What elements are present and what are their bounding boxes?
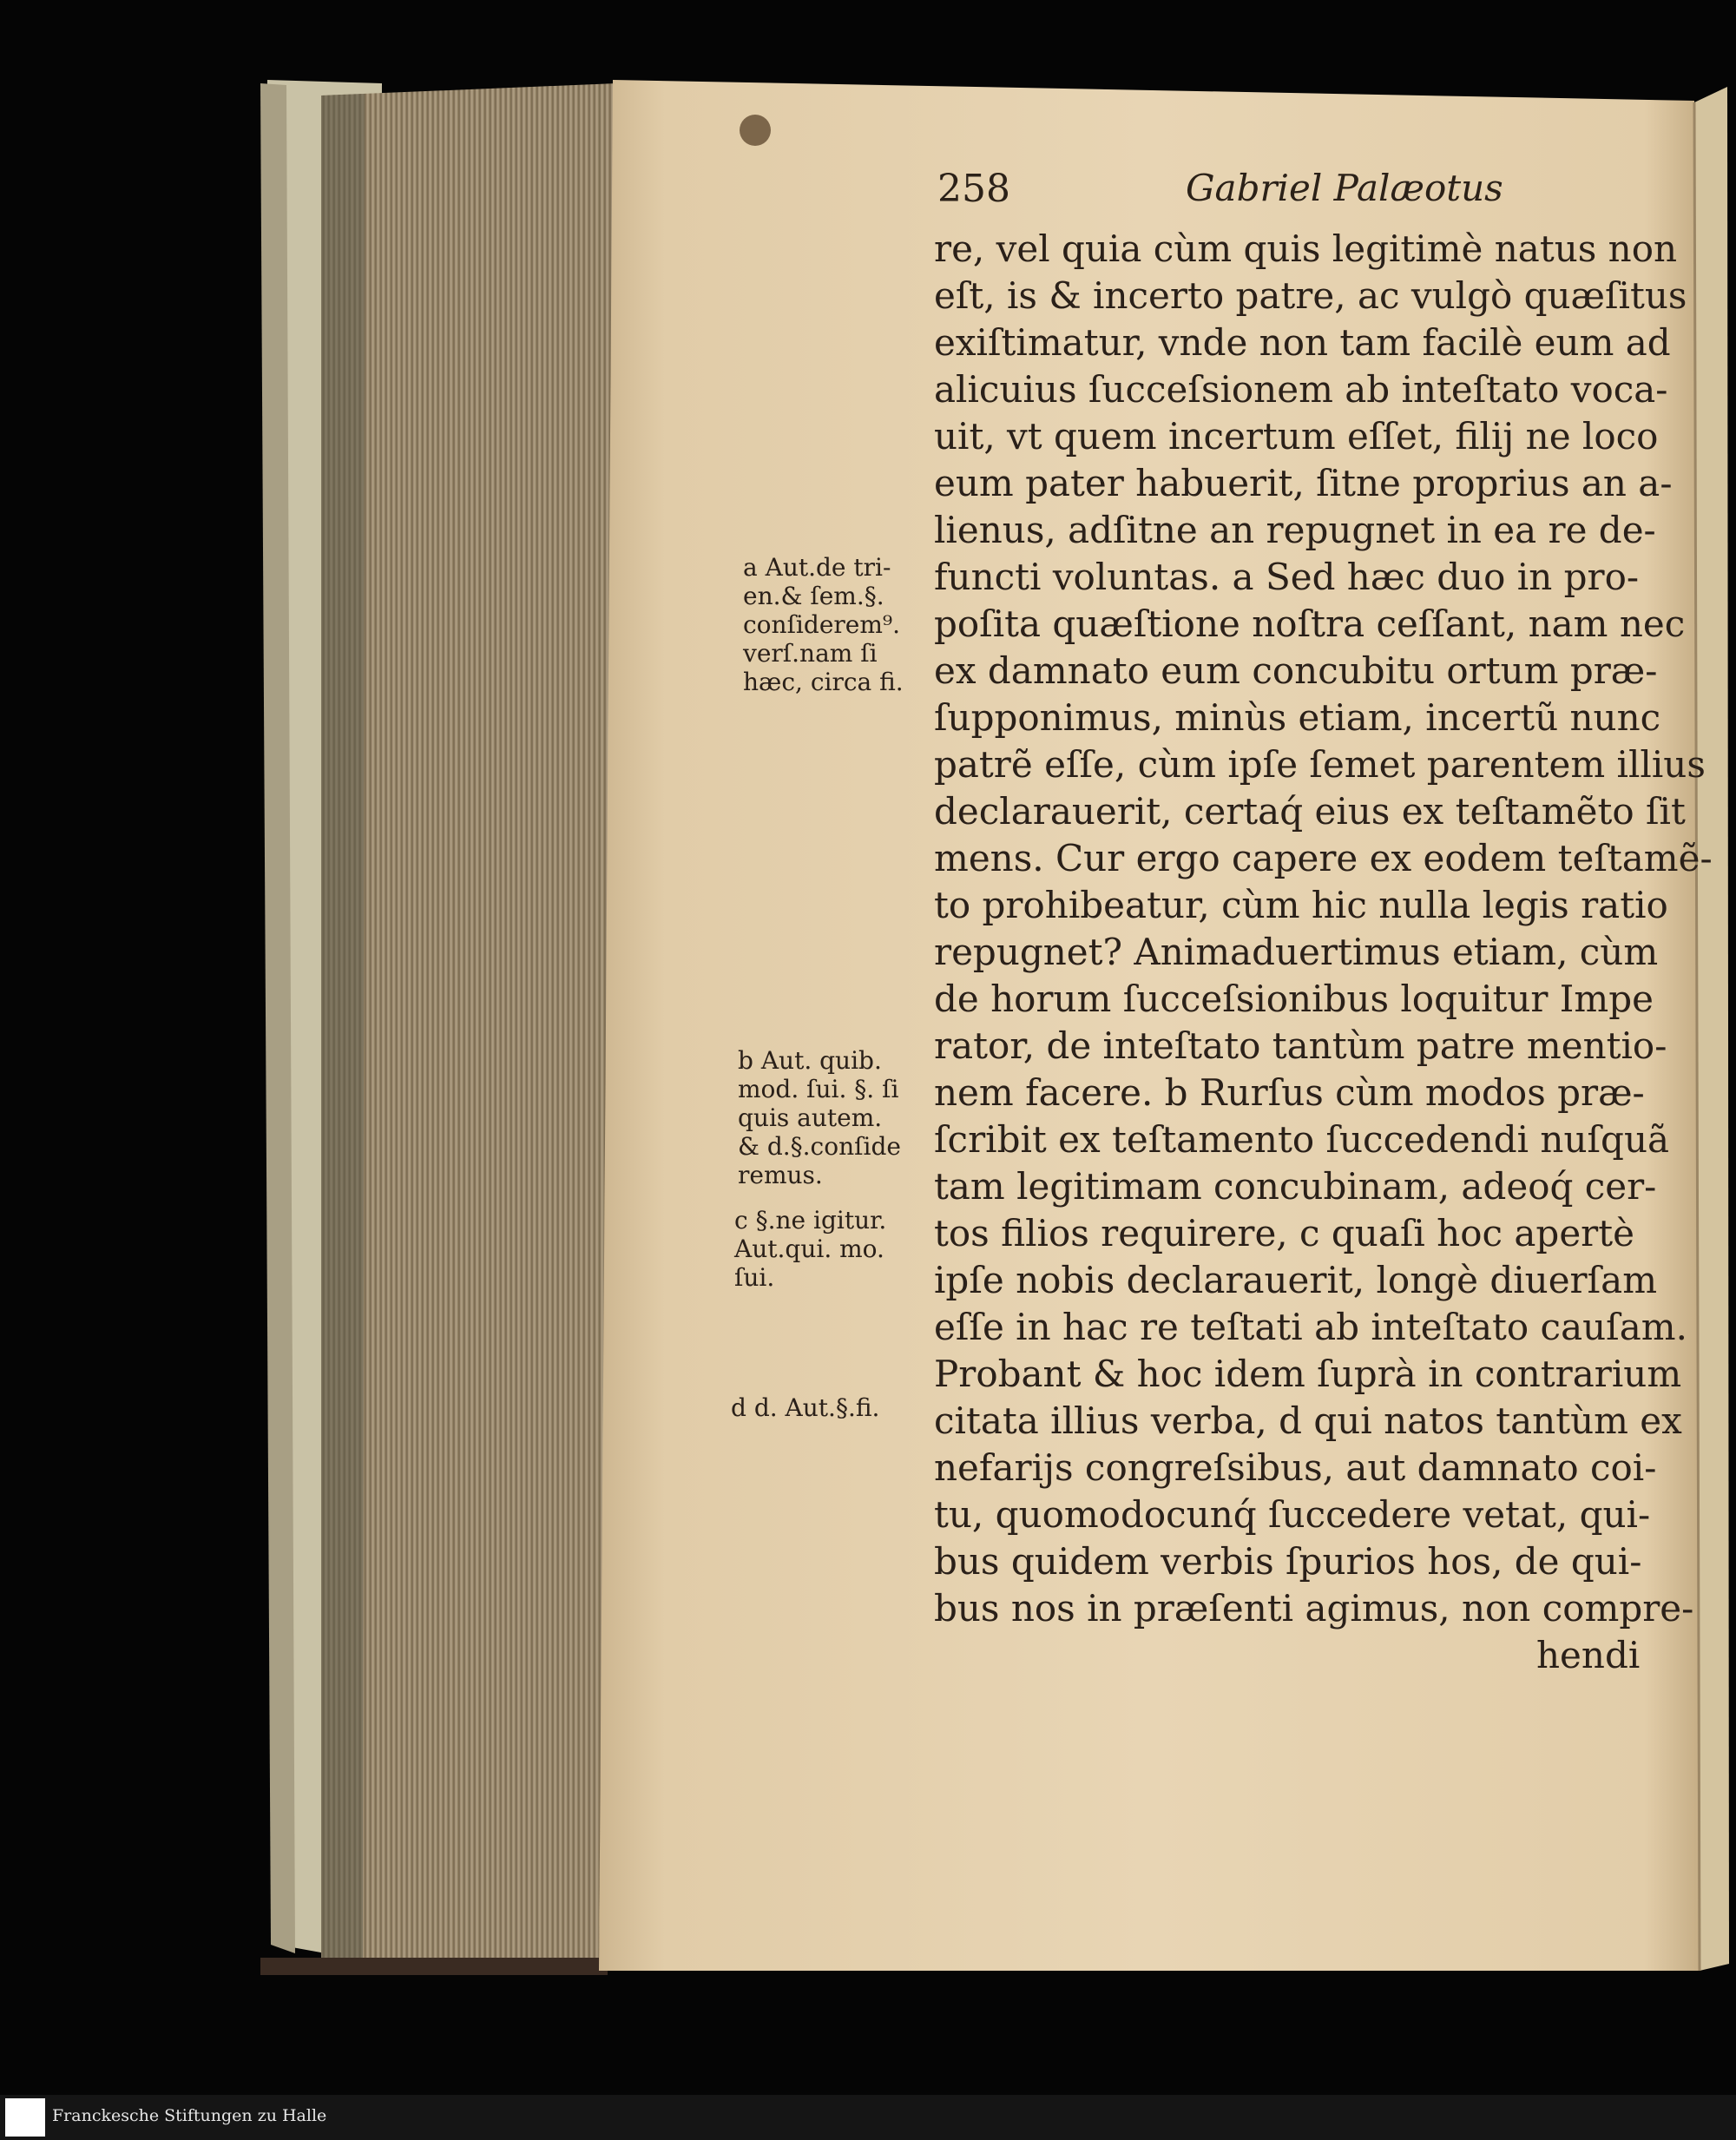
ink-blot [740,115,771,146]
body-line: poſita quæſtione noſtra ceſſant, nam nec [934,602,1686,645]
margin-note-line: quis autem. [738,1103,883,1132]
body-line: eſt, is & incerto patre, ac vulgò quæſitus [934,274,1687,317]
page-number: 258 [937,167,1010,211]
body-line: declarauerit, certaq́ eius ex teſtamẽto ſit [934,790,1686,833]
margin-note-line: d d. Aut.§.fi. [731,1393,880,1422]
binding-bottom [260,1958,608,1975]
body-line: tam legitimam concubinam, adeoq́ cer- [934,1165,1657,1208]
body-line: mens. Cur ergo capere ex eodem teſtamẽ- [934,837,1713,879]
margin-note-line: conſiderem⁹. [743,610,901,639]
margin-note-line: Aut.qui. mo. [734,1235,884,1263]
institution-logo-icon [5,2098,45,2137]
margin-note-line: c §.ne igitur. [734,1206,887,1235]
margin-note-line: & d.§.conſide [738,1132,901,1161]
body-line: ſcribit ex teſtamento ſuccedendi nuſquã [934,1118,1670,1161]
body-line: ipſe nobis declarauerit, longè diuerſam [934,1259,1658,1301]
margin-note-line: verſ.nam ſi [743,639,878,668]
footer-bar [0,2095,1736,2140]
body-line: re, vel quia cùm quis legitimè natus non [934,227,1678,270]
margin-note-line: mod. ſui. §. ſi [738,1075,899,1103]
margin-note-line: hæc, circa fi. [743,668,904,696]
margin-note-line: remus. [738,1161,823,1189]
body-line: patrẽ eſſe, cùm ipſe ſemet parentem illius [934,743,1706,786]
body-line: tu, quomodocunq́ ſuccedere vetat, qui- [934,1493,1651,1536]
body-line: functi voluntas. a Sed hæc duo in pro- [934,556,1640,598]
body-line: nem facere. b Rurſus cùm modos præ- [934,1071,1645,1114]
body-line: Probant & hoc idem ſuprà in contrarium [934,1353,1682,1395]
body-line: bus quidem verbis ſpurios hos, de qui- [934,1540,1642,1583]
running-title: Gabriel Palæotus [1186,167,1503,209]
body-line: ſupponimus, minùs etiam, incertũ nunc [934,696,1661,739]
footer-institution: Franckesche Stiftungen zu Halle [52,2106,327,2125]
body-line: de horum ſucceſsionibus loquitur Impe [934,978,1654,1020]
margin-note-line: en.& ſem.§. [743,582,884,610]
body-line: citata illius verba, d qui natos tantùm ex [934,1399,1682,1442]
body-line: alicuius ſucceſsionem ab inteſtato voca- [934,368,1668,411]
margin-note-line: ſui. [734,1263,775,1292]
body-line: bus nos in præſenti agimus, non compre- [934,1587,1694,1630]
page-stack-shadow [321,94,365,1971]
body-line: nefarijs congreſsibus, aut damnato coi- [934,1446,1657,1489]
body-line: eum pater habuerit, ſitne proprius an a- [934,462,1673,504]
body-line: rator, de inteſtato tantùm patre mentio- [934,1024,1667,1067]
margin-note-line: b Aut. quib. [738,1046,882,1075]
body-line: uit, vt quem incertum eſſet, filij ne loco [934,415,1659,458]
body-line: exiſtimatur, vnde non tam facilè eum ad [934,321,1671,364]
body-line: lienus, adſitne an repugnet in ea re de- [934,509,1656,551]
body-line: to prohibeatur, cùm hic nulla legis ratio [934,884,1668,926]
body-line: tos filios requirere, c quaſi hoc apertè [934,1212,1634,1254]
margin-note-line: a Aut.de tri- [743,553,891,582]
body-line: hendi [1536,1634,1641,1676]
body-line: eſſe in hac re teſtati ab inteſtato cauſam. [934,1306,1687,1348]
body-line: ex damnato eum concubitu ortum præ- [934,649,1658,692]
page-stack [321,83,616,1971]
body-line: repugnet? Animaduertimus etiam, cùm [934,931,1659,973]
